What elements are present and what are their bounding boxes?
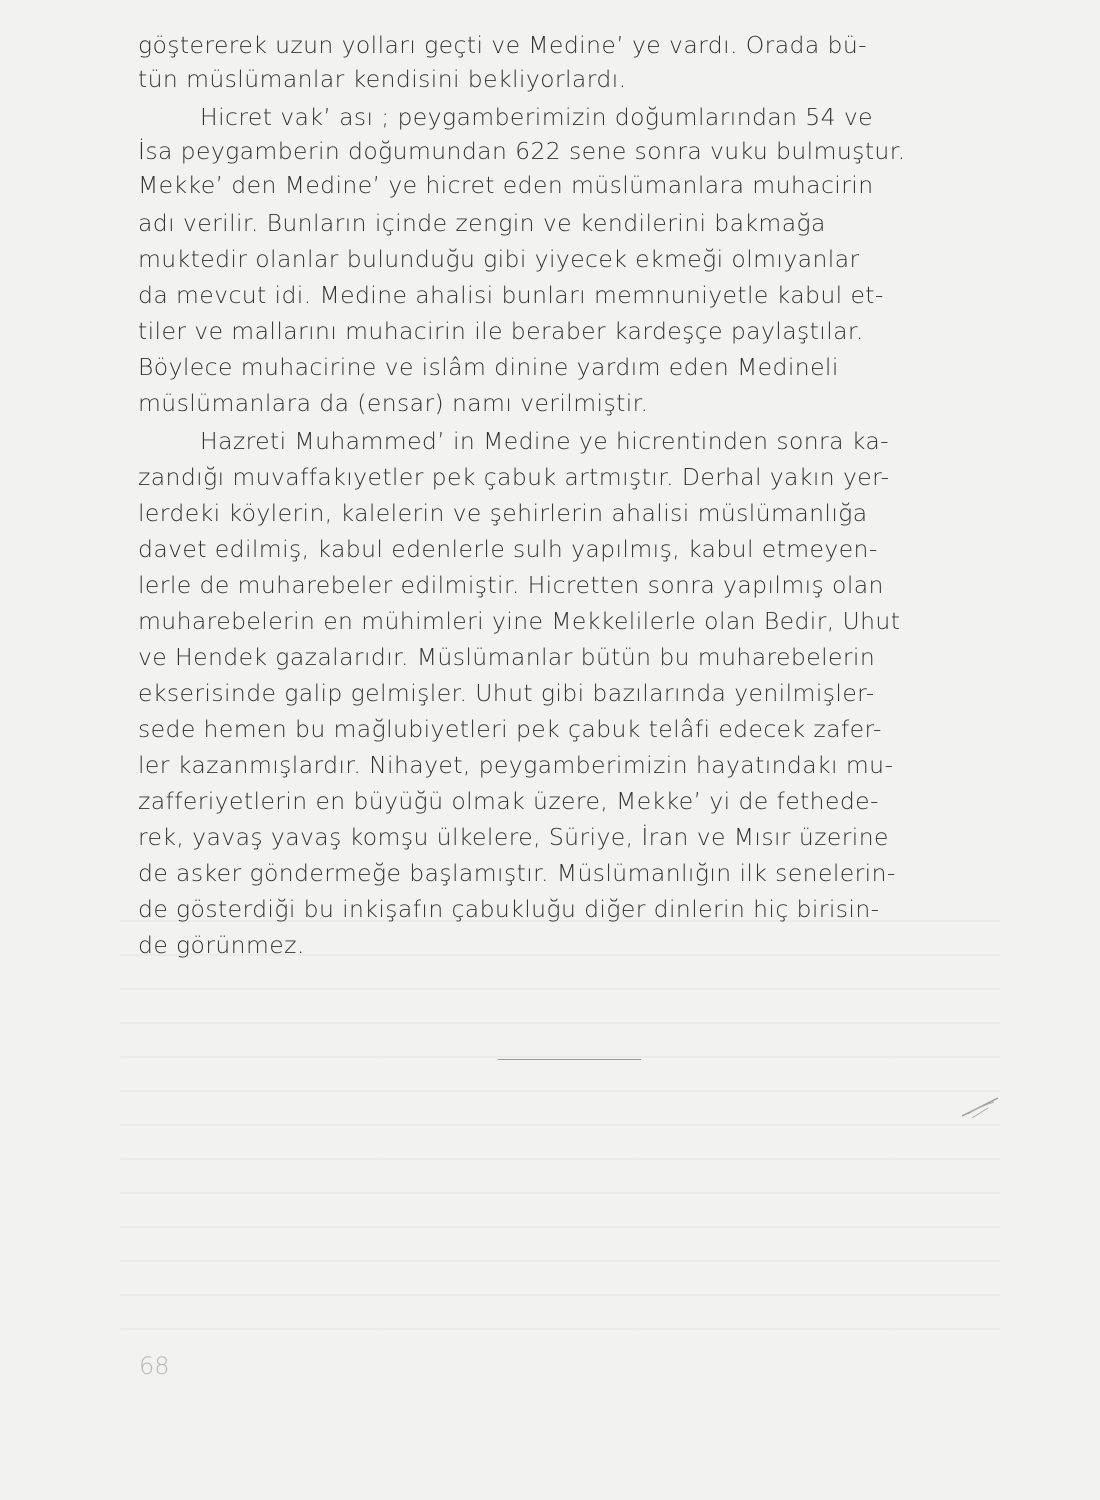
text-line: zandığı muvaffakıyetler pek çabuk artmıştır. Derhal yakın yer- [138, 463, 890, 491]
text-line: de gösterdiği bu inkişafın çabukluğu diğer dinlerin hiç birisin- [138, 895, 880, 923]
text-line: lerdeki köylerin, kalelerin ve şehirlerin ahalisi müslümanlığa [138, 499, 868, 527]
text-line: ekserisinde galip gelmişler. Uhut gibi bazılarında yenilmişler- [138, 679, 875, 707]
page-number: 68 [139, 1352, 170, 1380]
text-line: muktedir olanlar bulunduğu gibi yiyecek ekmeği olmıyanlar [138, 245, 860, 273]
text-line: tiler ve mallarını muhacirin ile beraber kardeşçe paylaştılar. [138, 317, 864, 345]
show-through-texture [120, 920, 1000, 1340]
text-line: davet edilmiş, kabul edenlerle sulh yapılmış, kabul etmeyen- [138, 535, 878, 563]
text-line: da mevcut idi. Medine ahalisi bunları memnuniyetle kabul et- [138, 281, 884, 309]
text-line: göştererek uzun yolları geçti ve Medine’ ye vardı. Orada bü- [138, 31, 867, 59]
end-rule-divider [498, 1059, 641, 1060]
text-line: adı verilir. Bunların içinde zengin ve kendilerini bakmağa [138, 209, 826, 237]
text-line: lerle de muharebeler edilmiştir. Hicretten sonra yapılmış olan [138, 571, 884, 599]
text-line: Böylece muhacirine ve islâm dinine yardım eden Medineli [138, 353, 839, 381]
text-line: muharebelerin en mühimleri yine Mekkelilerle olan Bedir, Uhut [138, 607, 901, 635]
ink-mark-icon [958, 1092, 1002, 1122]
text-line: rek, yavaş yavaş komşu ülkelere, Süriye, İran ve Mısır üzerine [138, 823, 889, 851]
paragraph-start-line: Hicret vak’ ası ; peygamberimizin doğumlarından 54 ve [200, 103, 874, 131]
text-line: ler kazanmışlardır. Nihayet, peygamberimizin hayatındakı mu- [138, 751, 894, 779]
text-line: sede hemen bu mağlubiyetleri pek çabuk telâfi edecek zafer- [138, 715, 882, 743]
text-line: de görünmez. [138, 931, 305, 959]
text-line: İsa peygamberin doğumundan 622 sene sonra vuku bulmuştur. [138, 137, 906, 165]
text-line: müslümanlara da (ensar) namı verilmiştir. [138, 389, 649, 417]
text-line: de asker göndermeğe başlamıştır. Müslümanlığın ilk senelerin- [138, 859, 896, 887]
text-line: tün müslümanlar kendisini bekliyorlardı. [138, 65, 627, 93]
text-line: ve Hendek gazalarıdır. Müslümanlar bütün bu muharebelerin [138, 643, 876, 671]
paragraph-start-line: Hazreti Muhammed’ in Medine ye hicrentinden sonra ka- [200, 427, 890, 455]
text-line: Mekke’ den Medine’ ye hicret eden müslümanlara muhacirin [138, 171, 874, 199]
text-line: zafferiyetlerin en büyüğü olmak üzere, Mekke’ yi de fethede- [138, 787, 879, 815]
